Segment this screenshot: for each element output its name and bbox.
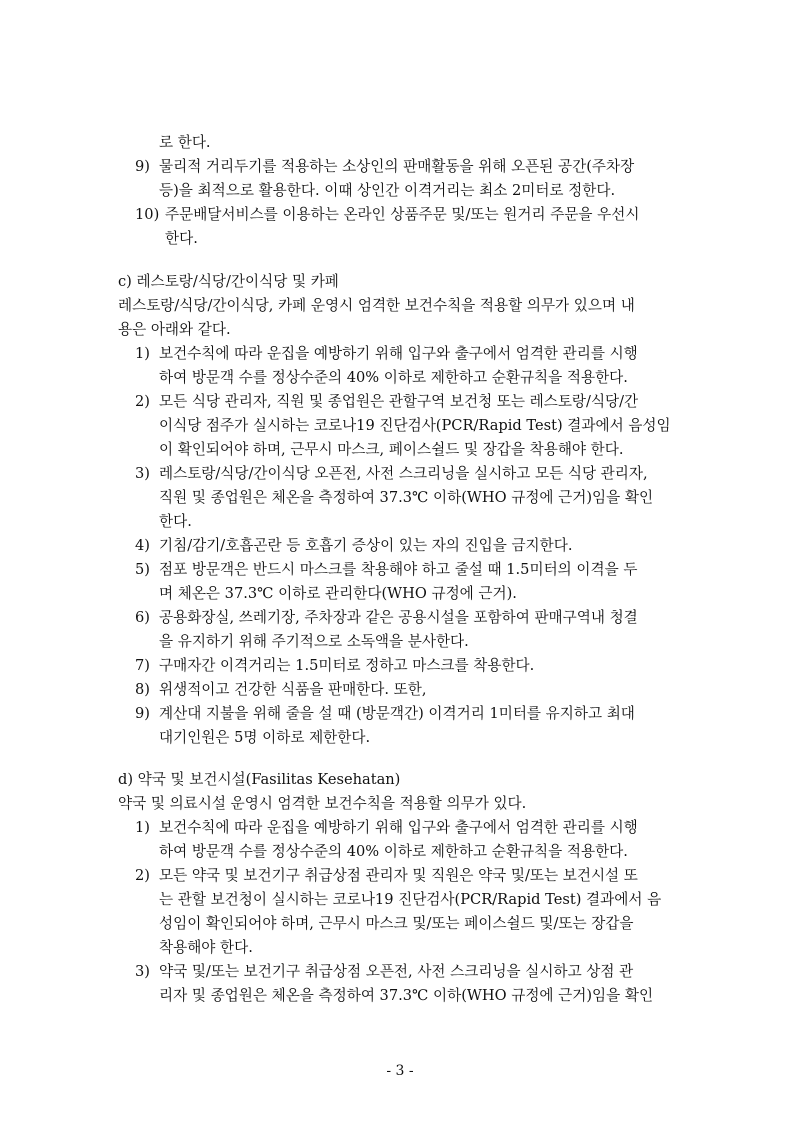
list-item-number: 6) <box>135 609 150 626</box>
list-item-line: 성임이 확인되어야 하며, 근무시 마스크 및/또는 페이스쉴드 및/또는 장갑을 <box>159 915 634 932</box>
list-item-line: 공용화장실, 쓰레기장, 주차장과 같은 공용시설을 포함하여 판매구역내 청결 <box>159 609 638 626</box>
list-item-line: 는 관할 보건청이 실시하는 코로나19 진단검사(PCR/Rapid Test) 결과에서 음 <box>159 891 662 908</box>
list-item-line: 구매자간 이격거리는 1.5미터로 정하고 마스크를 착용한다. <box>159 657 535 674</box>
list-item-line: 하여 방문객 수를 정상수준의 40% 이하로 제한하고 순환규칙을 적용한다. <box>159 843 628 860</box>
section-heading: d) 약국 및 보건시설(Fasilitas Kesehatan) <box>118 771 401 788</box>
list-item-line: 기침/감기/호흡곤란 등 호흡기 증상이 있는 자의 진입을 금지한다. <box>159 537 573 554</box>
list-item-line: 보건수칙에 따라 운집을 예방하기 위해 입구와 출구에서 엄격한 관리를 시행 <box>159 819 638 836</box>
list-item-number: 1) <box>135 345 150 362</box>
list-item-number: 7) <box>135 657 150 674</box>
list-item-line: 며 체온은 37.3℃ 이하로 관리한다(WHO 규정에 근거). <box>159 585 517 602</box>
list-item-number: 8) <box>135 681 150 698</box>
list-item-number: 9) <box>135 158 150 175</box>
section-intro-line: 약국 및 의료시설 운영시 엄격한 보건수칙을 적용할 의무가 있다. <box>118 795 527 812</box>
list-item-line: 직원 및 종업원은 체온을 측정하여 37.3℃ 이하(WHO 규정에 근거)임을 확인 <box>159 489 654 506</box>
list-item-line: 이 확인되어야 하며, 근무시 마스크, 페이스쉴드 및 장갑을 착용해야 한다. <box>159 441 624 458</box>
list-item-line: 모든 약국 및 보건기구 취급상점 관리자 및 직원은 약국 및/또는 보건시설 또 <box>159 867 638 884</box>
list-item-line: 모든 식당 관리자, 직원 및 종업원은 관할구역 보건청 또는 레스토랑/식당/간 <box>159 393 639 410</box>
list-item-line: 보건수칙에 따라 운집을 예방하기 위해 입구와 출구에서 엄격한 관리를 시행 <box>159 345 638 362</box>
list-item-number: 10) <box>135 206 160 223</box>
page-number: - 3 - <box>386 1063 414 1079</box>
list-item-line: 레스토랑/식당/간이식당 오픈전, 사전 스크리닝을 실시하고 모든 식당 관리자, <box>159 465 648 482</box>
list-item-number: 2) <box>135 867 150 884</box>
list-item-line: 착용해야 한다. <box>159 939 253 956</box>
list-item-line: 위생적이고 건강한 식품을 판매한다. 또한, <box>159 681 427 698</box>
list-item-line: 을 유지하기 위해 주기적으로 소독액을 분사한다. <box>159 633 469 650</box>
section-intro-line: 용은 아래와 같다. <box>118 321 231 338</box>
list-item-number: 4) <box>135 537 150 554</box>
list-item-line: 한다. <box>165 230 198 247</box>
list-item-line: 물리적 거리두기를 적용하는 소상인의 판매활동을 위해 오픈된 공간(주차장 <box>159 158 635 175</box>
list-item-line: 계산대 지불을 위해 줄을 설 때 (방문객간) 이격거리 1미터를 유지하고 최대 <box>159 705 635 722</box>
list-item-line: 로 한다. <box>159 134 211 151</box>
list-item-line: 이식당 점주가 실시하는 코로나19 진단검사(PCR/Rapid Test) 결과에서 음성임 <box>159 417 671 434</box>
list-item-number: 3) <box>135 963 150 980</box>
list-item-line: 등)을 최적으로 활용한다. 이때 상인간 이격거리는 최소 2미터로 정한다. <box>159 182 616 199</box>
list-item-line: 리자 및 종업원은 체온을 측정하여 37.3℃ 이하(WHO 규정에 근거)임을 확인 <box>159 987 654 1004</box>
list-item-number: 1) <box>135 819 150 836</box>
list-item-line: 한다. <box>159 513 192 530</box>
list-item-line: 주문배달서비스를 이용하는 온라인 상품주문 및/또는 원거리 주문을 우선시 <box>165 206 640 223</box>
list-item-number: 2) <box>135 393 150 410</box>
list-item-line: 하여 방문객 수를 정상수준의 40% 이하로 제한하고 순환규칙을 적용한다. <box>159 369 628 386</box>
list-item-line: 약국 및/또는 보건기구 취급상점 오픈전, 사전 스크리닝을 실시하고 상점 관 <box>159 963 634 980</box>
list-item-number: 5) <box>135 561 150 578</box>
list-item-number: 3) <box>135 465 150 482</box>
list-item-number: 9) <box>135 705 150 722</box>
section-heading: c) 레스토랑/식당/간이식당 및 카페 <box>118 273 339 290</box>
list-item-line: 대기인원은 5명 이하로 제한한다. <box>159 729 371 746</box>
section-intro-line: 레스토랑/식당/간이식당, 카페 운영시 엄격한 보건수칙을 적용할 의무가 있으며 내 <box>118 297 635 314</box>
list-item-line: 점포 방문객은 반드시 마스크를 착용해야 하고 줄설 때 1.5미터의 이격을 두 <box>159 561 638 578</box>
